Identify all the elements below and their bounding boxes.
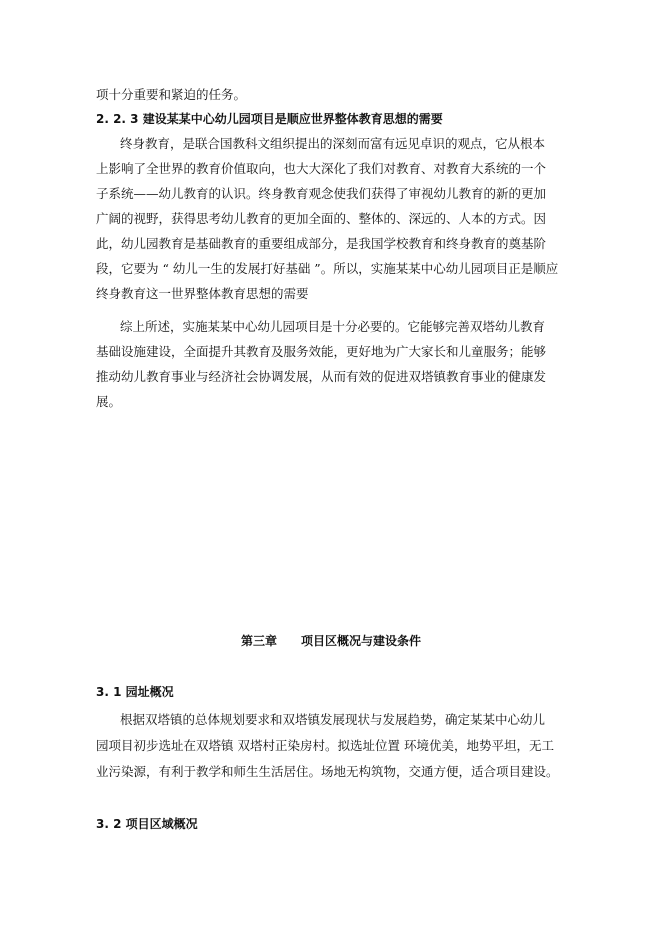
paragraph-line: 园项目初步选址在双塔镇 双塔村正染房村。拟选址位置 环境优美，地势平坦，无工 [96,738,554,753]
paragraph-line: 推动幼儿教育事业与经济社会协调发展，从而有效的促进双塔镇教育事业的健康发 [96,369,547,384]
paragraph-line: 子系统——幼儿教育的认识。终身教育观念使我们获得了审视幼儿教育的新的更加 [96,186,547,201]
paragraph-line: 此，幼儿园教育是基础教育的重要组成部分，是我国学校教育和终身教育的奠基阶 [96,236,547,251]
chapter-number: 第三章 [240,634,277,648]
paragraph-line: 广阔的视野，获得思考幼儿教育的更加全面的、整体的、深远的、人本的方式。因 [96,211,547,226]
paragraph-line: 综上所述，实施某某中心幼儿园项目是十分必要的。它能够完善双塔幼儿教育 [120,319,546,334]
paragraph-line: 终身教育，是联合国教科文组织提出的深刻而富有远见卓识的观点，它从根本 [120,136,546,151]
section-heading-3-2: 3. 2 项目区域概况 [96,817,198,831]
paragraph-line: 根据双塔镇的总体规划要求和双塔镇发展现状与发展趋势，确定某某中心幼儿 [120,712,546,727]
chapter-title: 项目区概况与建设条件 [301,634,422,648]
paragraph-line: 基础设施建设，全面提升其教育及服务效能，更好地为广大家长和儿童服务；能够 [96,344,547,359]
section-heading-3-1: 3. 1 园址概况 [96,685,174,699]
paragraph-line: 业污染源，有利于教学和师生生活居住。场地无构筑物，交通方便，适合项目建设。 [96,764,559,779]
paragraph-line: 段，它要为 “ 幼儿一生的发展打好基础 ”。所以，实施某某中心幼儿园项目正是顺应 [96,261,559,276]
paragraph-line: 终身教育这一世界整体教育思想的需要 [96,286,309,301]
paragraph-line: 展。 [96,394,122,409]
paragraph-line: 上影响了全世界的教育价值取向，也大大深化了我们对教育、对教育大系统的一个 [96,161,547,176]
section-heading-2-2-3: 2. 2. 3 建设某某中心幼儿园项目是顺应世界整体教育思想的需要 [96,112,443,126]
chapter-heading [0,632,662,649]
paragraph-line: 项十分重要和紧迫的任务。 [96,87,247,102]
